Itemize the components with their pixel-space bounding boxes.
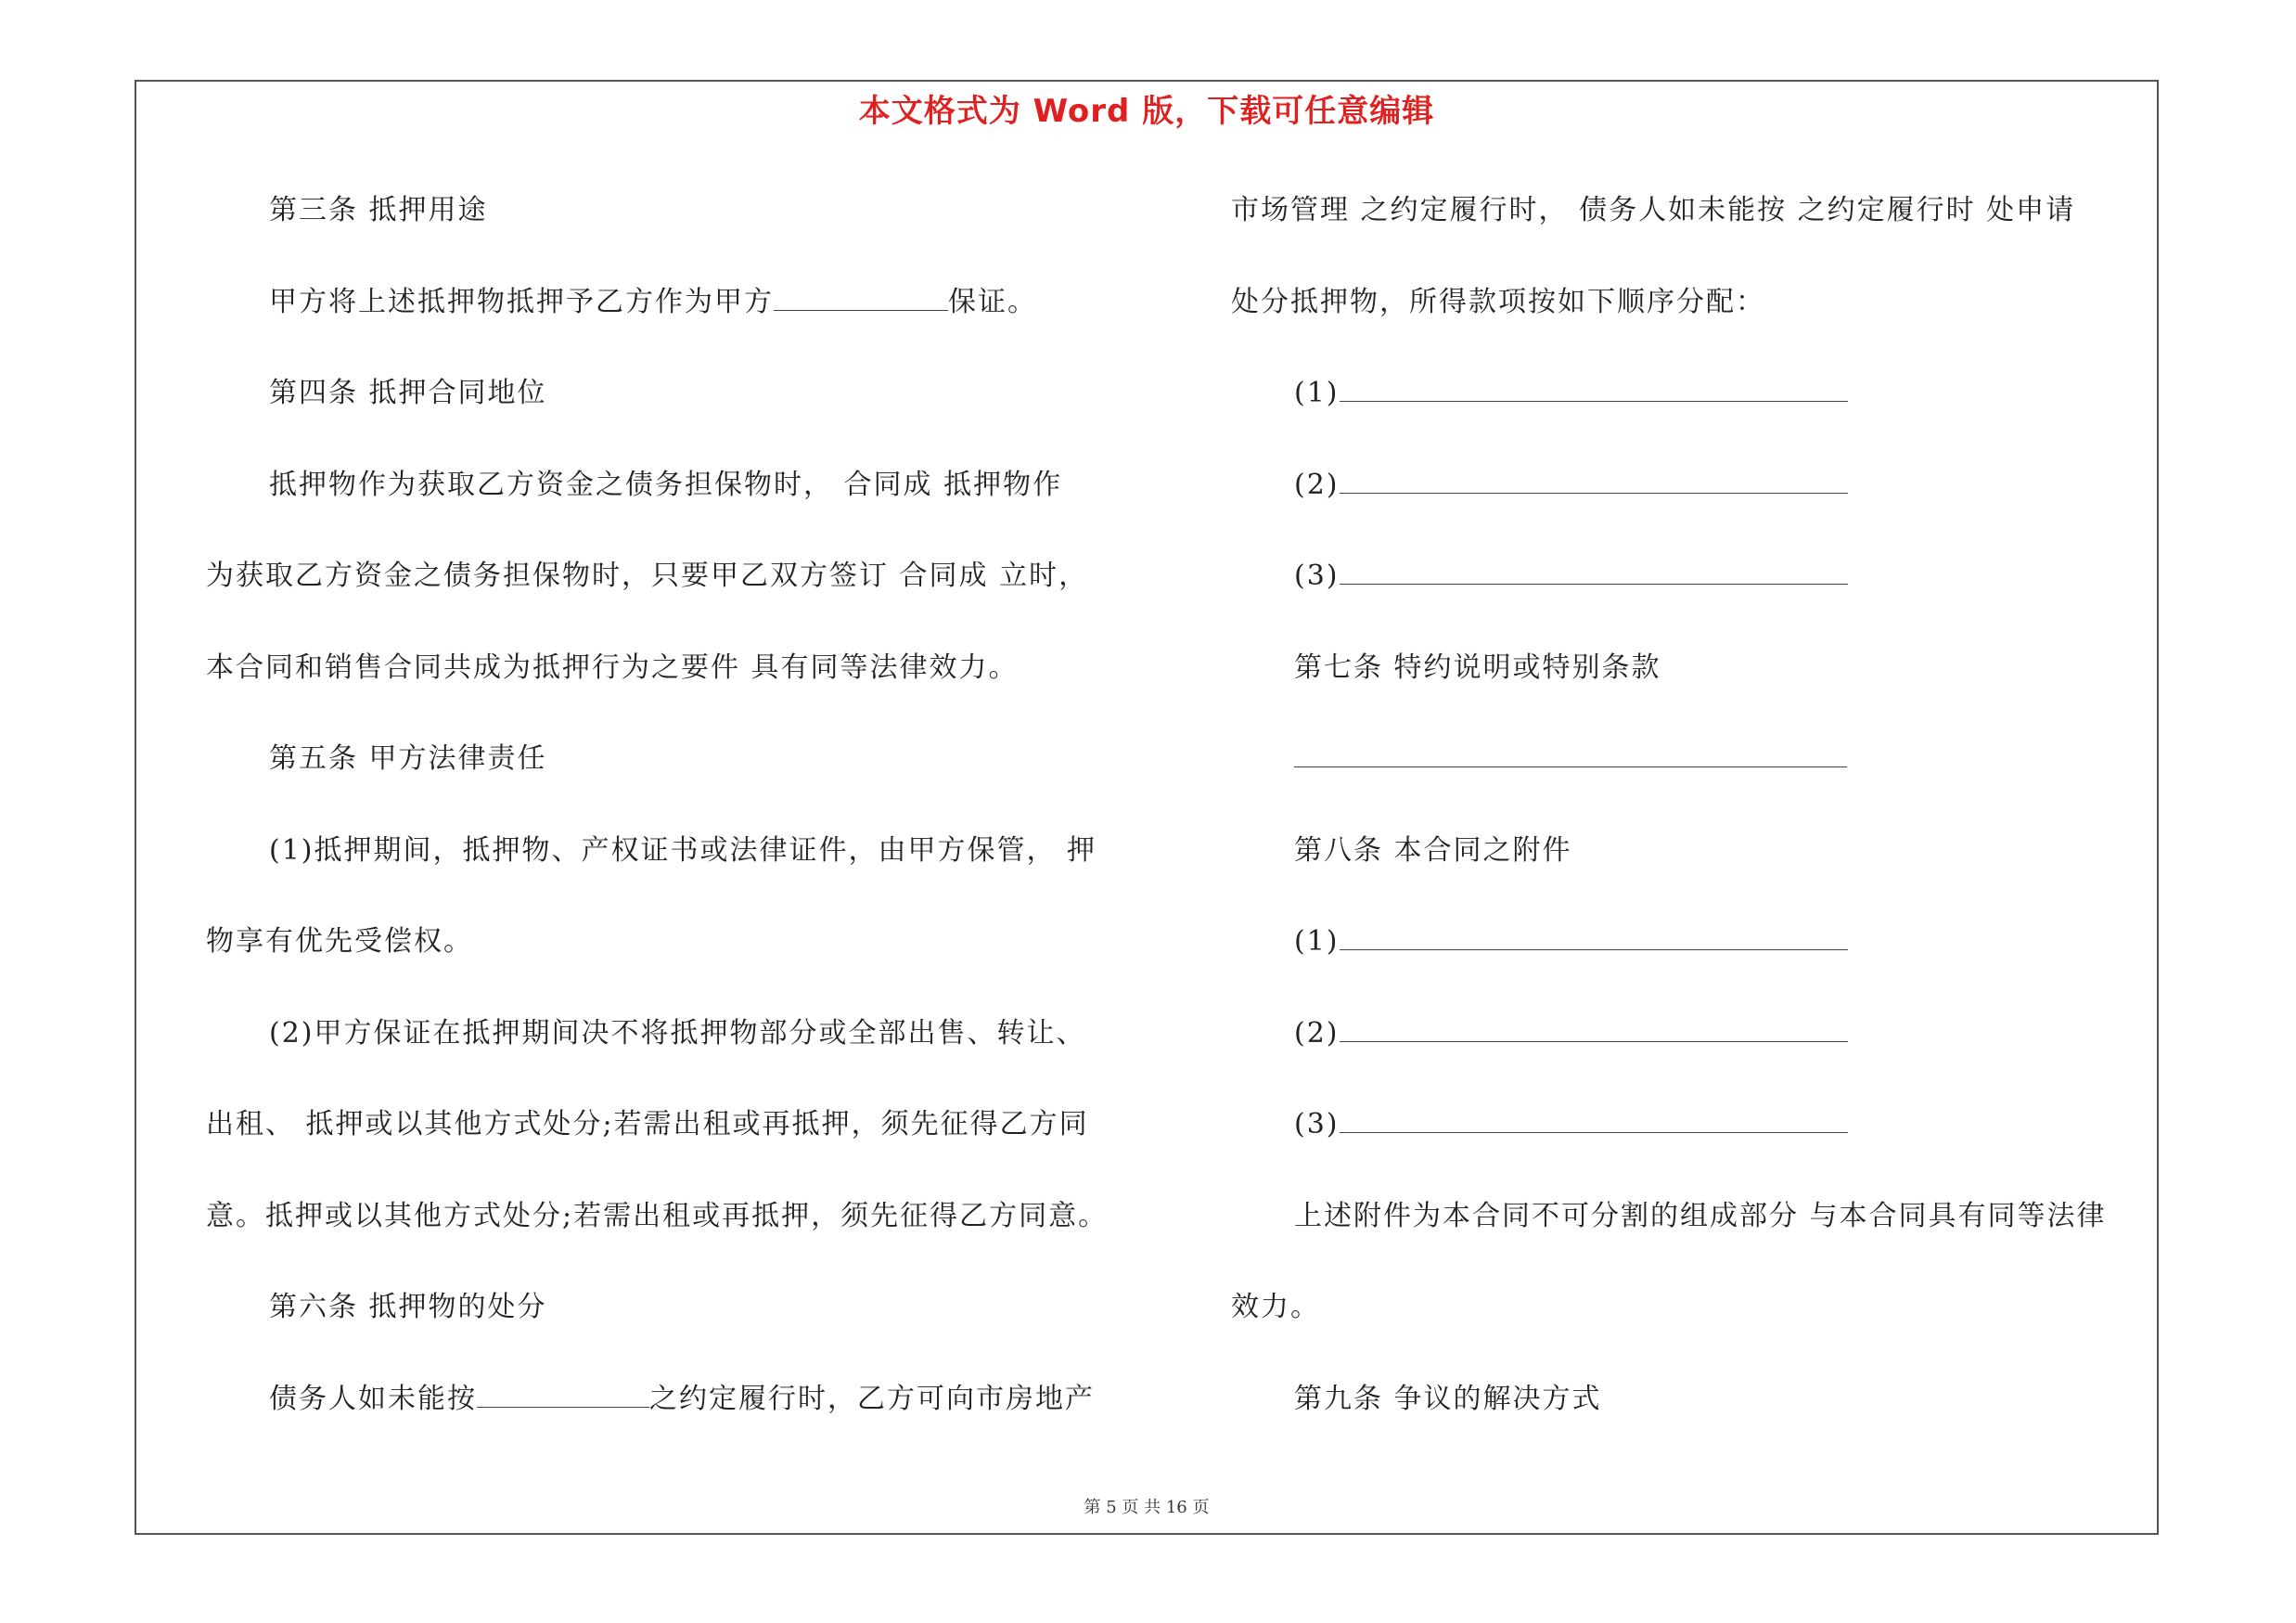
article-8-body-line1: 上述附件为本合同不可分割的组成部分 与本合同具有同等法律 bbox=[1294, 1200, 2107, 1232]
article-6-continued-line2: 处分抵押物，所得款项按如下顺序分配： bbox=[1231, 286, 1765, 318]
article-5-item1-line2: 物享有优先受偿权。 bbox=[206, 925, 473, 958]
article-6-text-a: 债务人如未能按 bbox=[269, 1383, 477, 1415]
article-5-item2-line2: 出租、 抵押或以其他方式处分;若需出租或再抵押，须先征得乙方同 bbox=[206, 1108, 1089, 1140]
attachment-item-2 bbox=[1294, 1015, 1848, 1052]
article-4-body-line1: 抵押物作为获取乙方资金之债务担保物时， 合同成 抵押物作 bbox=[269, 469, 1063, 501]
article-6-continued-line1: 市场管理 之约定履行时， 债务人如未能按 之约定履行时 处申请 bbox=[1231, 194, 2076, 226]
article-6-heading: 第六条 抵押物的处分 bbox=[269, 1291, 547, 1323]
distribution-item-2 bbox=[1294, 467, 1848, 504]
article-7-heading: 第七条 特约说明或特别条款 bbox=[1294, 651, 1661, 684]
article-5-item2-line1: (2)甲方保证在抵押期间决不将抵押物部分或全部出售、转让、 bbox=[269, 1017, 1086, 1050]
article-4-heading: 第四条 抵押合同地位 bbox=[269, 377, 547, 409]
item-number: (3) bbox=[1294, 560, 1340, 592]
article-4-body-line2: 为获取乙方资金之债务担保物时，只要甲乙双方签订 合同成 立时， bbox=[206, 560, 1089, 592]
article-8-heading: 第八条 本合同之附件 bbox=[1294, 834, 1572, 867]
blank-line bbox=[1340, 467, 1848, 494]
article-5-item1-line1: (1)抵押期间，抵押物、产权证书或法律证件，由甲方保管， 押 bbox=[269, 834, 1097, 867]
item-number: (3) bbox=[1294, 1108, 1340, 1140]
article-5-heading: 第五条 甲方法律责任 bbox=[269, 742, 547, 775]
word-format-banner: 本文格式为 Word 版，下载可任意编辑 bbox=[858, 93, 1435, 130]
article-3-body bbox=[269, 284, 1037, 321]
item-number: (2) bbox=[1294, 1017, 1340, 1050]
distribution-item-1 bbox=[1294, 375, 1848, 412]
distribution-item-3 bbox=[1294, 558, 1848, 595]
item-number: (1) bbox=[1294, 925, 1340, 958]
article-3-text-b: 保证。 bbox=[948, 286, 1037, 318]
article-8-body-line2: 效力。 bbox=[1231, 1291, 1320, 1323]
blank-line bbox=[477, 1381, 649, 1408]
article-3-heading: 第三条 抵押用途 bbox=[269, 194, 488, 226]
article-6-body bbox=[269, 1381, 1095, 1418]
article-6-text-b: 之约定履行时，乙方可向市房地产 bbox=[649, 1383, 1095, 1415]
article-3-text-a: 甲方将上述抵押物抵押予乙方作为甲方 bbox=[269, 286, 774, 318]
attachment-item-3 bbox=[1294, 1106, 1848, 1143]
blank-line bbox=[1340, 558, 1848, 585]
blank-line bbox=[1340, 1015, 1848, 1042]
blank-line bbox=[1340, 1106, 1848, 1133]
blank-line bbox=[1340, 923, 1848, 950]
item-number: (2) bbox=[1294, 469, 1340, 501]
item-number: (1) bbox=[1294, 377, 1340, 409]
blank-line bbox=[1340, 375, 1848, 402]
article-7-blank bbox=[1294, 741, 1847, 778]
article-5-item2-line3: 意。抵押或以其他方式处分;若需出租或再抵押，须先征得乙方同意。 bbox=[206, 1200, 1109, 1232]
article-9-heading: 第九条 争议的解决方式 bbox=[1294, 1383, 1602, 1415]
blank-line bbox=[1294, 741, 1847, 767]
blank-line bbox=[774, 284, 948, 311]
attachment-item-1 bbox=[1294, 923, 1848, 960]
article-4-body-line3: 本合同和销售合同共成为抵押行为之要件 具有同等法律效力。 bbox=[206, 651, 1019, 684]
page-number: 第 5 页 共 16 页 bbox=[1084, 1498, 1210, 1517]
